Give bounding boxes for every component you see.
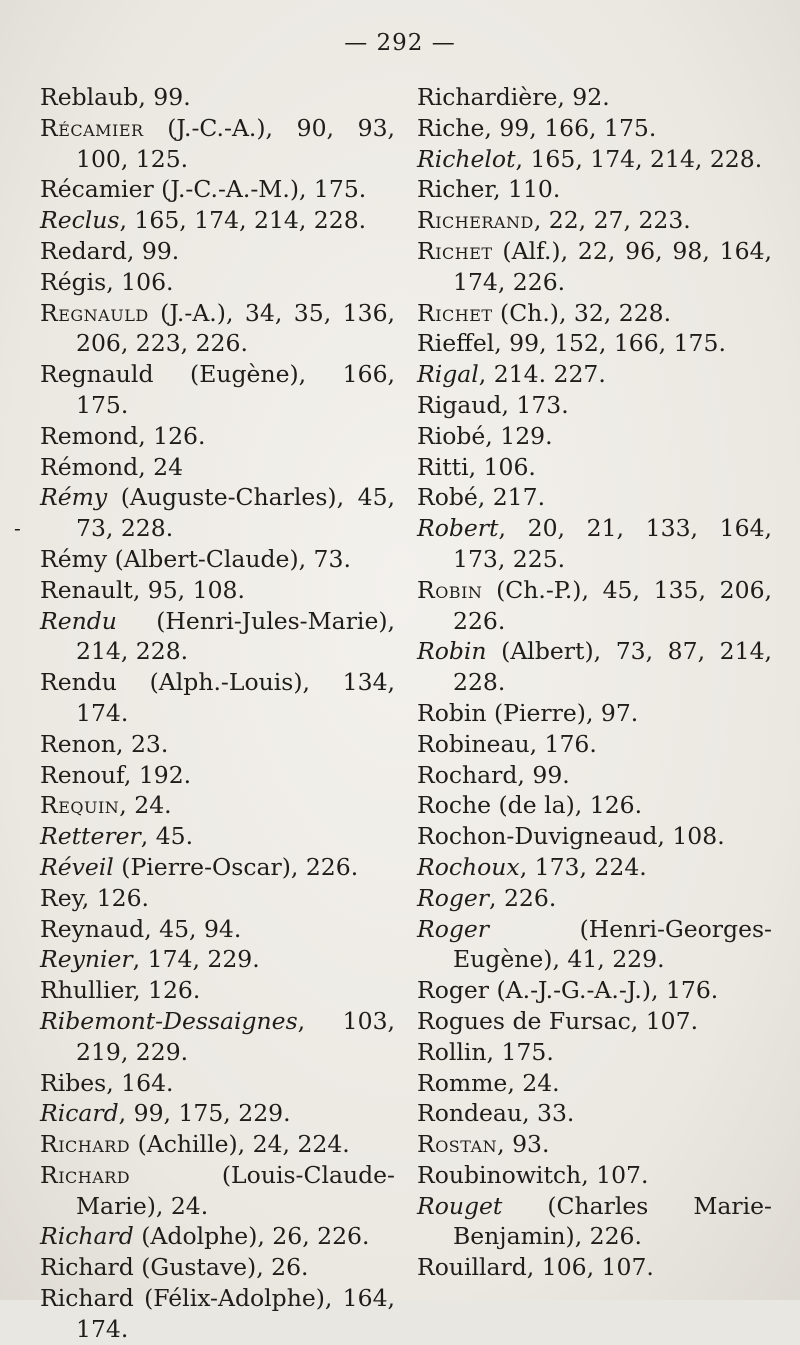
entry-text: Regnauld (Eugène), 166, 175. [40,360,395,419]
entry-name-italic: Rochoux [417,852,520,881]
entry-text: Roche (de la), 126. [417,791,643,820]
index-entry [40,729,395,760]
entry-name-italic: Reynier [40,945,133,974]
index-entry [417,1191,772,1253]
entry-name-smallcaps: Regnauld [40,298,149,327]
entry-text: Riobé, 129. [417,421,553,450]
index-entry [40,1283,395,1345]
entry-text: Renault, 95, 108. [40,575,245,604]
entry-text: Robé, 217. [417,483,546,512]
index-entry [40,267,395,298]
entry-text: Régis, 106. [40,267,174,296]
page-number: — 292 — [344,30,456,56]
entry-name-smallcaps: Richard [40,1130,131,1159]
entry-name-italic: Ricard [40,1099,119,1128]
entry-text: , 20, 21, 133, 164, 173, 225. [453,514,772,573]
index-entry [40,852,395,883]
entry-name-smallcaps: Richet [417,236,493,265]
entry-name-italic: Reclus [40,206,120,235]
index-entry [40,790,395,821]
index-entry [417,575,772,637]
index-entry [40,760,395,791]
index-entry [40,821,395,852]
entry-text: Récamier (J.-C.-A.-M.), 175. [40,175,367,204]
index-entry [40,606,395,668]
entry-name-italic: Rendu [40,606,117,635]
index-entry [40,359,395,421]
index-entry [417,790,772,821]
entry-text: (Louis-Claude-Marie), 24. [76,1160,395,1220]
index-entry [417,144,772,175]
index-entry [40,1098,395,1129]
entry-text: Renouf, 192. [40,760,192,789]
index-entry [40,914,395,945]
entry-name-smallcaps: Récamier [40,113,144,142]
index-entry [40,1129,395,1160]
index-entry [40,421,395,452]
entry-name-italic: Richard [40,1222,134,1251]
entry-text: , 214. 227. [478,360,606,389]
entry-text: Rochon-Duvigneaud, 108. [417,822,725,851]
index-entry [40,1252,395,1283]
entry-text: (Auguste-Charles), 45, 73, 228. [76,483,395,543]
entry-text: Rollin, 175. [417,1037,554,1066]
entry-text: Richard (Félix-Adolphe), 164, 174. [40,1284,395,1343]
entry-text: Richard (Gustave), 26. [40,1253,309,1282]
index-entry [417,113,772,144]
entry-text: Ritti, 106. [417,452,536,481]
index-entry [417,852,772,883]
entry-text: , 226. [489,883,557,912]
entry-text: (Ch.), 32, 228. [492,298,672,327]
entry-text: (Alf.), 22, 96, 98, 164, 174, 226. [453,236,772,296]
index-entry [417,328,772,359]
entry-text: , 174, 229. [132,945,260,974]
entry-name-smallcaps: Requin [40,791,120,820]
index-entry [417,298,772,329]
entry-text: Rémy (Albert-Claude), 73. [40,544,351,573]
entry-text: , 99, 175, 229. [118,1099,291,1128]
entry-text: Remond, 126. [40,421,206,450]
index-entry [417,883,772,914]
index-entry [417,359,772,390]
entry-name-italic: Retterer [40,822,141,851]
entry-name-italic: Rigal [417,360,479,389]
entry-text: (J.-C.-A.), 90, 93, 100, 125. [76,113,395,173]
entry-text: (Charles Marie-Benjamin), 226. [453,1191,772,1251]
index-entry [40,236,395,267]
index-entry [40,174,395,205]
index-entry [417,636,772,698]
index-entry [40,1160,395,1222]
entry-text: (J.-A.), 34, 35, 136, 206, 223, 226. [76,298,395,358]
entry-name-italic: Ribemont-Dessaignes [40,1006,298,1035]
entry-text: Roubinowitch, 107. [417,1160,649,1189]
entry-text: Rondeau, 33. [417,1099,575,1128]
index-entry [417,821,772,852]
index-entry [417,452,772,483]
entry-text: , 22, 27, 223. [533,206,691,235]
index-entry [417,513,772,575]
entry-text: Roger (A.-J.-G.-A.-J.), 176. [417,976,719,1005]
entry-text: , 45. [140,822,194,851]
index-column-right [417,82,772,1283]
entry-text: , 165, 174, 214, 228. [119,206,367,235]
index-entry [417,1068,772,1099]
entry-text: Rouillard, 106, 107. [417,1253,654,1282]
entry-text: Reblaub, 99. [40,83,191,111]
entry-text: Richardière, 92. [417,83,610,111]
index-entry [417,760,772,791]
index-entry [417,482,772,513]
index-entry [417,914,772,976]
entry-name-italic: Roger [417,883,490,912]
entry-text: Rendu (Alph.-Louis), 134, 174. [40,668,395,727]
index-entry [417,1160,772,1191]
index-entry [417,205,772,236]
entry-text: , 24. [119,791,172,820]
index-entry [417,975,772,1006]
index-entry [40,482,395,544]
index-entry [40,1068,395,1099]
index-entry [417,698,772,729]
margin-mark: - [14,516,21,540]
index-entry [40,544,395,575]
entry-text: Renon, 23. [40,729,169,758]
entry-text: Riche, 99, 166, 175. [417,113,657,142]
index-entry [417,1098,772,1129]
entry-name-smallcaps: Rostan [417,1130,498,1159]
entry-text: Ribes, 164. [40,1068,174,1097]
entry-name-italic: Rouget [417,1191,503,1220]
entry-text: Reynaud, 45, 94. [40,914,242,943]
index-entry [417,421,772,452]
index-entry [417,1037,772,1068]
entry-text: , 103, 219, 229. [76,1006,395,1066]
entry-text: Rémond, 24 [40,452,184,481]
index-entry [40,1221,395,1252]
entry-name-italic: Robert [417,514,499,543]
entry-name-smallcaps: Richard [40,1160,131,1189]
entry-text: Rhullier, 126. [40,976,201,1005]
entry-name-italic: Richelot [417,144,516,173]
entry-text: (Henri-Georges-Eugène), 41, 229. [453,914,772,974]
entry-text: , 173, 224. [519,852,647,881]
entry-text: (Ch.-P.), 45, 135, 206, 226. [453,575,772,635]
entry-name-smallcaps: Robin [417,575,483,604]
index-entry [40,1006,395,1068]
entry-name-smallcaps: Richet [417,298,493,327]
index-entry [417,1129,772,1160]
entry-text: Richer, 110. [417,175,561,204]
index-entry [40,975,395,1006]
entry-text: Rieffel, 99, 152, 166, 175. [417,329,726,358]
entry-text: , 93. [497,1130,550,1159]
entry-text: Rogues de Fursac, 107. [417,1006,699,1035]
entry-name-italic: Robin [417,637,487,666]
entry-text: Romme, 24. [417,1068,560,1097]
entry-name-italic: Rémy [40,483,108,512]
index-entry [417,82,772,113]
index-entry [40,575,395,606]
entry-text: , 165, 174, 214, 228. [515,144,763,173]
entry-name-italic: Réveil [40,852,114,881]
entry-text: (Achille), 24, 224. [130,1130,350,1159]
index-entry [40,298,395,360]
index-entry [417,1006,772,1037]
entry-text: (Pierre-Oscar), 226. [113,852,359,881]
entry-name-smallcaps: Richerand [417,206,534,235]
entry-text: Rochard, 99. [417,760,570,789]
entry-text: Redard, 99. [40,236,180,265]
index-entry [417,729,772,760]
index-entry [40,452,395,483]
entry-text: (Henri-Jules-Marie), 214, 228. [76,606,395,666]
entry-text: Robineau, 176. [417,729,597,758]
index-entry [40,82,395,113]
index-entry [40,113,395,175]
index-entry [40,205,395,236]
entry-text: Rigaud, 173. [417,390,569,419]
index-entry [40,883,395,914]
entry-text: Robin (Pierre), 97. [417,698,639,727]
index-entry [417,1252,772,1283]
index-entry [417,174,772,205]
index-entry [40,667,395,729]
entry-text: Rey, 126. [40,883,150,912]
index-entry [417,390,772,421]
entry-name-italic: Roger [417,914,490,943]
entry-text: (Adolphe), 26, 226. [133,1222,370,1251]
index-entry [40,944,395,975]
index-column-left [40,82,395,1345]
entry-text: (Albert), 73, 87, 214, 228. [453,637,772,697]
index-entry [417,236,772,298]
